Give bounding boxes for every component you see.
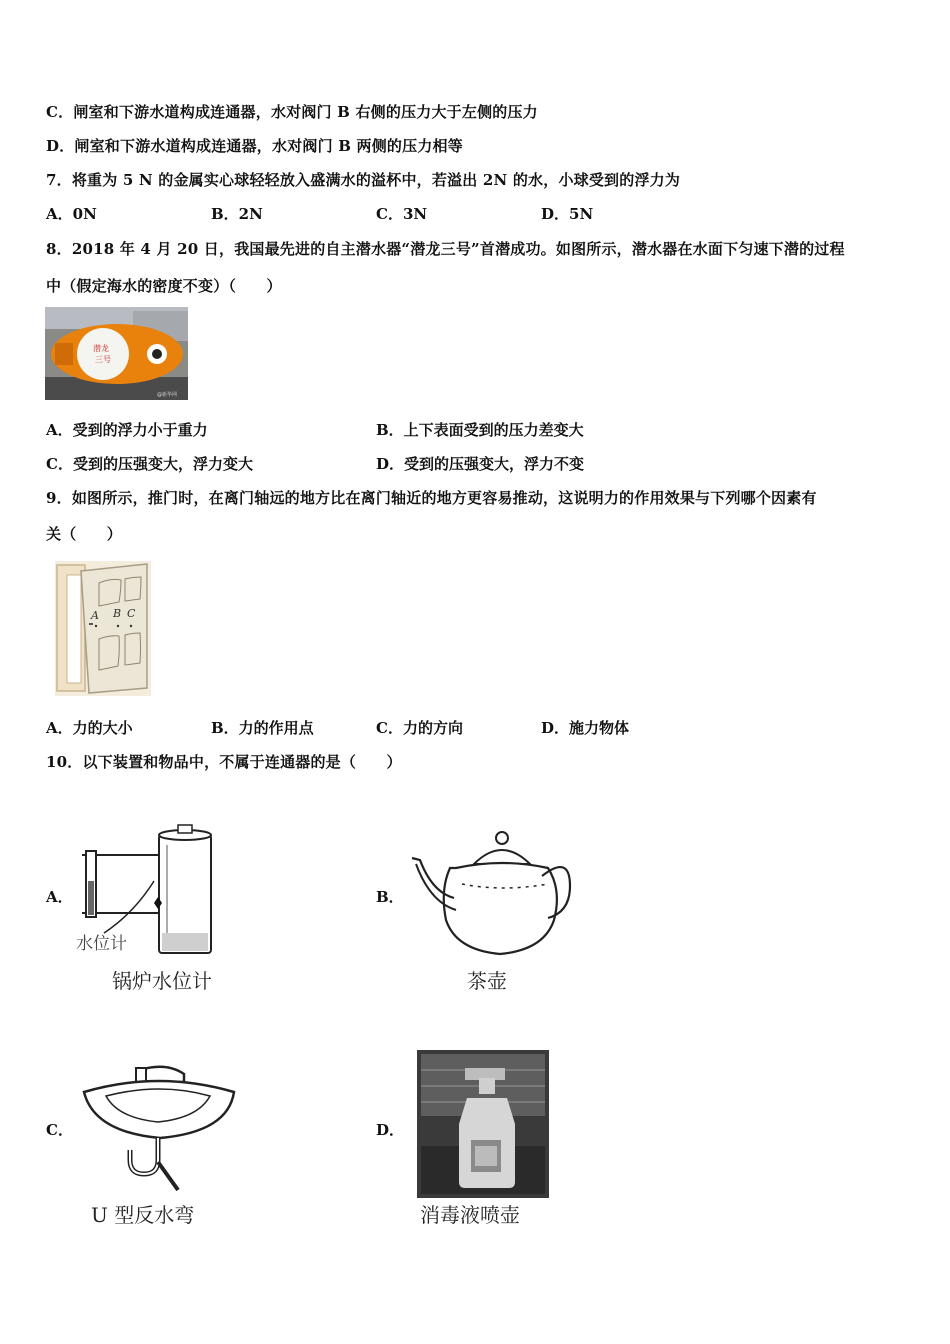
q9-option-b: B．力的作用点 <box>211 719 314 737</box>
door-figure <box>55 561 151 696</box>
q10-option-a-letter: A． <box>46 888 73 906</box>
q7-option-c: C．3N <box>376 205 428 223</box>
water-gauge-label: 水位计 <box>76 934 127 954</box>
q10-option-b-letter: B． <box>376 888 404 906</box>
caption-u-trap: U 型反水弯 <box>91 1203 195 1227</box>
submersible-photo <box>45 307 188 400</box>
q9-stem-line1: 9．如图所示，推门时，在离门轴远的地方比在离门轴近的地方更容易推动，这说明力的作用效果与下列哪个因素有 <box>46 489 817 507</box>
caption-spray-bottle: 消毒液喷壶 <box>420 1203 520 1227</box>
door-label-c: C <box>127 607 136 620</box>
q7-option-a: A．0N <box>46 205 97 223</box>
submersible-name-line1: 潜龙 <box>93 344 109 353</box>
sink-figure <box>80 1062 238 1197</box>
q7-option-d: D．5N <box>541 205 594 223</box>
q8-option-a: A．受到的浮力小于重力 <box>46 421 208 439</box>
door-label-b: B <box>113 607 122 620</box>
q8-option-d: D．受到的压强变大，浮力不变 <box>376 455 585 473</box>
door-label-a: A <box>91 609 99 622</box>
spray-bottle-figure <box>417 1050 549 1198</box>
q6-option-d: D．闸室和下游水道构成连通器，水对阀门 B 两侧的压力相等 <box>46 137 463 155</box>
q9-stem-line2: 关（ ） <box>46 525 123 543</box>
q8-stem-line1: 8．2018 年 4 月 20 日，我国最先进的自主潜水器“潜龙三号”首潜成功。如图所示，潜水器在水面下匀速下潜的过程 <box>46 240 845 258</box>
q8-option-b: B．上下表面受到的压力差变大 <box>376 421 584 439</box>
q6-option-c: C．闸室和下游水道构成连通器，水对阀门 B 右侧的压力大于左侧的压力 <box>46 103 538 121</box>
q9-option-d: D．施力物体 <box>541 719 630 737</box>
q7-option-b: B．2N <box>211 205 263 223</box>
caption-boiler-gauge: 锅炉水位计 <box>112 969 212 993</box>
q10-stem: 10．以下装置和物品中，不属于连通器的是（ ） <box>46 753 402 771</box>
q8-stem-line2: 中（假定海水的密度不变）（ ） <box>46 277 282 295</box>
q9-option-a: A．力的大小 <box>46 719 133 737</box>
q9-option-c: C．力的方向 <box>376 719 463 737</box>
caption-teapot: 茶壶 <box>467 969 507 993</box>
submersible-name-line2: 三号 <box>95 355 111 364</box>
q7-stem: 7．将重为 5 N 的金属实心球轻轻放入盛满水的溢杯中，若溢出 2N 的水，小球受到的浮力为 <box>46 171 681 189</box>
q10-option-d-letter: D． <box>376 1121 405 1139</box>
q8-option-c: C．受到的压强变大，浮力变大 <box>46 455 253 473</box>
photo-watermark: @新华网 <box>157 392 178 398</box>
q10-option-c-letter: C． <box>46 1121 73 1139</box>
boiler-gauge-figure <box>74 823 224 957</box>
teapot-figure <box>408 828 573 958</box>
